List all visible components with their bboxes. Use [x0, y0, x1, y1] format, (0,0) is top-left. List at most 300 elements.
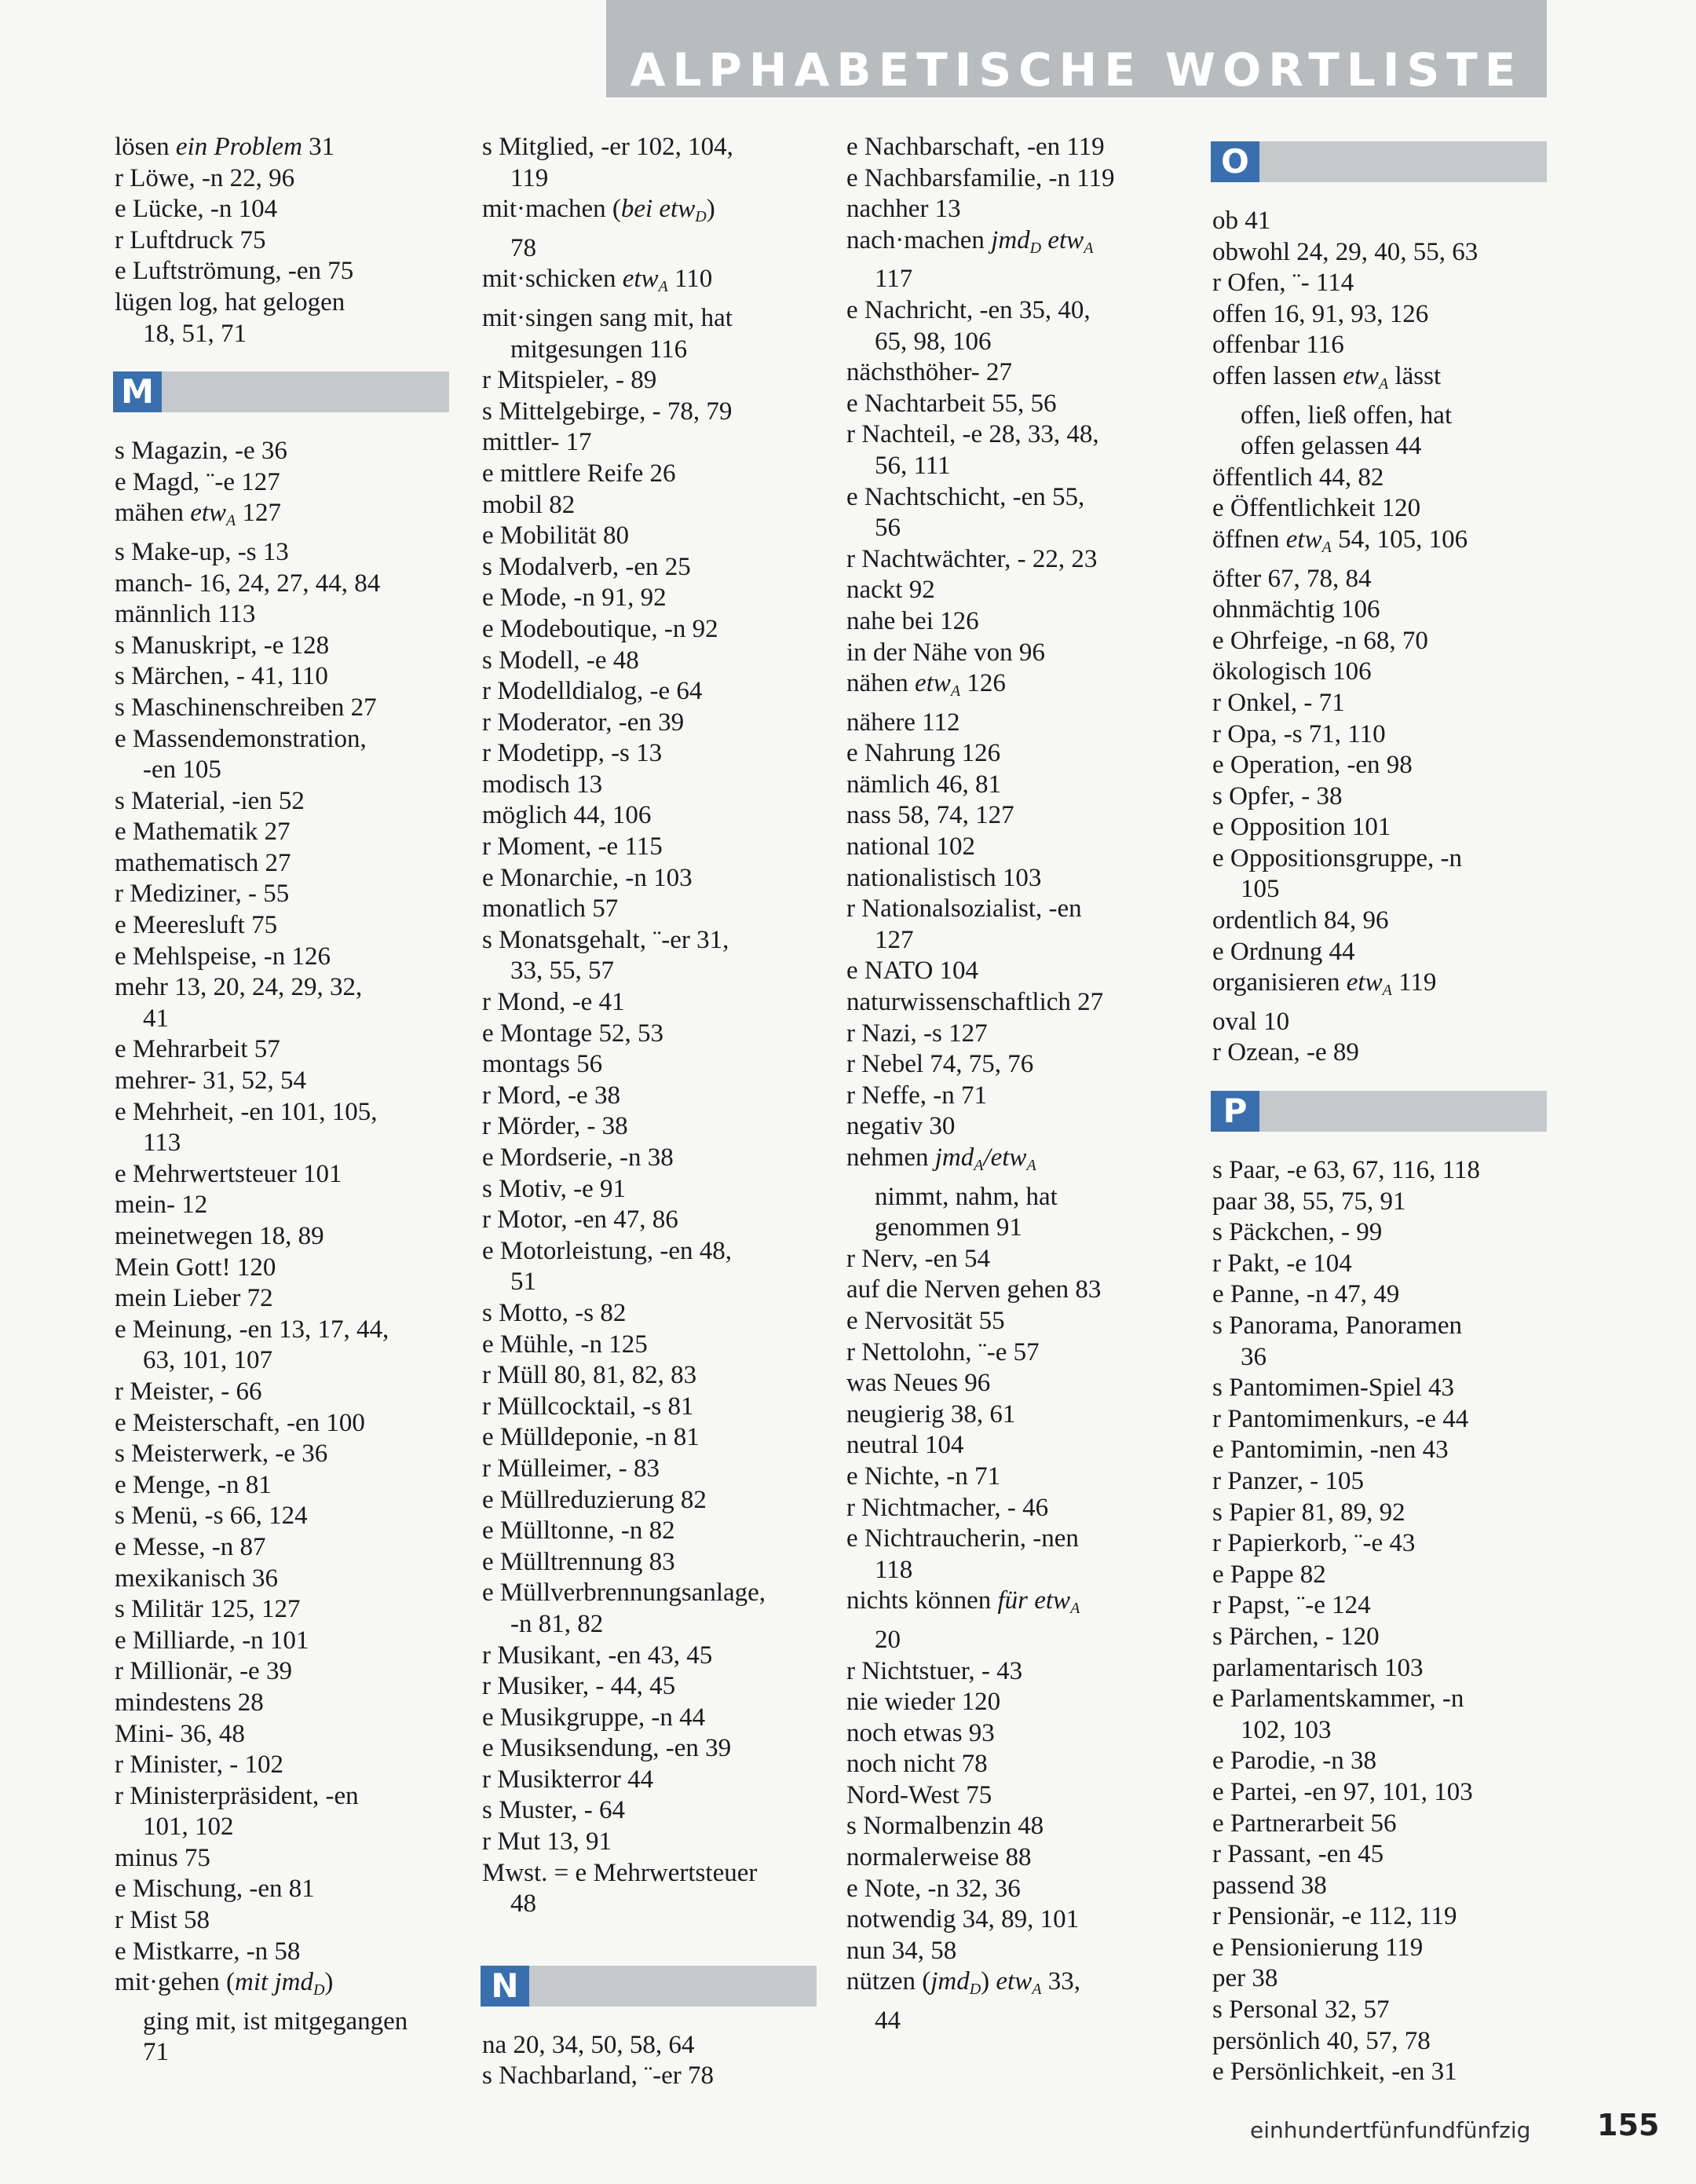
word-entry: [1212, 1466, 1547, 1498]
entry-text: offenbar 116: [1212, 331, 1344, 360]
entry-text: e Meeresluft 75: [115, 911, 278, 940]
word-entry: [846, 194, 1114, 225]
word-entry: [1212, 2057, 1547, 2088]
entry-text: r Nettolohn, ¨-e 57: [846, 1337, 1040, 1366]
entry-text: 118: [875, 1555, 913, 1584]
entry-continuation: [482, 1267, 817, 1298]
word-entry: [115, 498, 449, 537]
word-entry: [482, 1298, 817, 1330]
entry-text: -en 105: [143, 755, 221, 785]
word-entry: [115, 693, 449, 724]
word-entry: [482, 770, 817, 801]
entry-text: mein- 12: [115, 1191, 208, 1220]
word-list-column-4: [1212, 132, 1547, 2088]
entry-text: e Müllverbrennungsanlage,: [482, 1579, 766, 1608]
word-entry: [115, 972, 449, 1004]
entry-text: mitgesungen 116: [510, 335, 688, 364]
entry-text: öffnen: [1212, 525, 1286, 554]
entry-text: minus 75: [115, 1843, 210, 1872]
entry-text: 20: [875, 1625, 901, 1654]
word-entry: [846, 894, 1114, 925]
word-entry: [1212, 812, 1547, 843]
entry-text: 78: [510, 233, 536, 262]
entry-text: e Monarchie, -n 103: [482, 863, 693, 892]
entry-continuation: [115, 2007, 449, 2038]
entry-italic-text: etw: [190, 499, 227, 528]
entry-text: e Öffentlichkeit 120: [1212, 494, 1421, 523]
entry-text: öffentlich 44, 82: [1212, 463, 1384, 492]
entry-text: r Mord, -e 38: [482, 1081, 620, 1110]
section-letter: P: [1211, 1091, 1259, 1132]
word-entry: [1212, 463, 1547, 494]
word-entry: [115, 1564, 449, 1595]
entry-text: nie wieder 120: [846, 1688, 1001, 1717]
word-entry: [482, 490, 817, 521]
word-entry: [1212, 1809, 1547, 1840]
word-entry: [482, 1485, 817, 1516]
entry-text: e Pantomimin, -nen 43: [1212, 1436, 1449, 1465]
word-entry: [1212, 688, 1547, 719]
word-entry: [482, 1733, 817, 1765]
word-entry: [846, 1874, 1114, 1905]
entry-text: e Nachbarsfamilie, -n 119: [846, 163, 1115, 192]
word-entry: [115, 1221, 449, 1253]
word-entry: [115, 724, 449, 755]
entry-text: r Ofen, ¨- 114: [1212, 269, 1354, 298]
entry-italic-text: etw: [622, 265, 659, 294]
word-entry: [482, 738, 817, 770]
word-entry: [482, 1765, 817, 1796]
word-entry: [846, 1811, 1114, 1842]
word-entry: [846, 1904, 1114, 1936]
entry-text: e Musiksendung, -en 39: [482, 1734, 732, 1763]
entry-text: e Mode, -n 91, 92: [482, 583, 667, 613]
word-entry: [846, 708, 1114, 739]
word-entry: [846, 1749, 1114, 1780]
word-entry: [115, 879, 449, 910]
entry-italic-text: mit jmd: [235, 1968, 313, 1997]
word-entry: [846, 575, 1114, 606]
entry-text: s Normalbenzin 48: [846, 1812, 1044, 1841]
entry-text: mindestens 28: [115, 1688, 264, 1717]
entry-text: r Nerv, -en 54: [846, 1244, 990, 1273]
word-entry: [1212, 719, 1547, 751]
entry-text: r Mülleimer, - 83: [482, 1454, 660, 1483]
entry-text: 117: [875, 265, 913, 294]
word-entry: [482, 1858, 817, 1890]
entry-text: r Minister, - 102: [115, 1750, 283, 1780]
word-entry: [115, 1656, 449, 1688]
entry-text: r Meister, - 66: [115, 1377, 262, 1406]
entry-text: s Päckchen, - 99: [1212, 1218, 1383, 1247]
word-entry: [482, 1019, 817, 1050]
word-entry: [1212, 905, 1547, 937]
entry-text: mein Lieber 72: [115, 1284, 273, 1313]
entry-continuation: [846, 1555, 1114, 1586]
word-entry: [846, 738, 1114, 770]
entry-continuation: [482, 335, 817, 366]
entry-text: e Magd, ¨-e 127: [115, 467, 280, 496]
entry-text: negativ 30: [846, 1112, 956, 1141]
entry-text: s Pantomimen-Spiel 43: [1212, 1374, 1454, 1403]
word-entry: [846, 1780, 1114, 1812]
entry-text: 41: [143, 1004, 169, 1033]
entry-text: normalerweise 88: [846, 1843, 1032, 1872]
word-entry: [1212, 1435, 1547, 1466]
entry-text: 44: [875, 2007, 901, 2036]
word-entry: [846, 1687, 1114, 1718]
word-entry: [482, 1795, 817, 1827]
entry-text: e Nachricht, -en 35, 40,: [846, 295, 1091, 324]
entry-text: r Nichtstuer, - 43: [846, 1656, 1023, 1685]
word-entry: [846, 770, 1114, 801]
entry-text: s Militär 125, 127: [115, 1595, 301, 1624]
entry-italic-text: jmd: [930, 1967, 970, 1996]
entry-continuation: [846, 264, 1114, 295]
entry-text: meinetwegen 18, 89: [115, 1222, 324, 1250]
entry-text: e Mobilität 80: [482, 521, 629, 551]
entry-text: r Nationalsozialist, -en: [846, 894, 1082, 924]
word-entry: [846, 1461, 1114, 1493]
entry-text: e Nervosität 55: [846, 1306, 1005, 1335]
entry-text: s Modell, -e 48: [482, 646, 639, 675]
entry-italic-text: etw: [1343, 361, 1380, 390]
entry-text: mexikanisch 36: [115, 1564, 279, 1593]
word-entry: [846, 1430, 1114, 1461]
entry-text: r Mitspieler, - 89: [482, 366, 657, 395]
entry-continuation: [115, 2037, 449, 2069]
word-entry: [482, 365, 817, 397]
entry-text: montags 56: [482, 1050, 603, 1079]
word-entry: [846, 1143, 1114, 1182]
entry-text: e Opposition 101: [1212, 813, 1391, 842]
word-entry: [846, 1244, 1114, 1275]
word-list-column-2: [482, 132, 817, 2092]
word-entry: [115, 1937, 449, 1968]
entry-continuation: [482, 163, 817, 195]
word-entry: [115, 942, 449, 973]
entry-text: nachher 13: [846, 195, 961, 224]
word-entry: [846, 638, 1114, 669]
word-entry: [482, 1703, 817, 1734]
letter-section-bar: [481, 1966, 817, 2007]
entry-text: e Parlamentskammer, -n: [1212, 1685, 1464, 1714]
word-entry: [482, 2061, 817, 2092]
word-entry: [1212, 1528, 1547, 1560]
word-entry: [1212, 1871, 1547, 1902]
entry-text: mit·schicken: [482, 265, 623, 294]
entry-text: r Löwe, -n 22, 96: [115, 163, 295, 192]
entry-text: e Montage 52, 53: [482, 1019, 663, 1048]
word-entry: [846, 1049, 1114, 1081]
word-entry: [115, 1097, 449, 1129]
word-entry: [1212, 361, 1547, 401]
word-entry: [846, 1368, 1114, 1399]
entry-text: e NATO 104: [846, 957, 979, 986]
entry-continuation: [1212, 874, 1547, 905]
entry-text: nichts können: [846, 1586, 998, 1615]
entry-continuation: [846, 1182, 1114, 1213]
entry-text: e Mülltonne, -n 82: [482, 1516, 675, 1546]
entry-text: ): [706, 195, 715, 224]
entry-text: 119: [1391, 968, 1437, 997]
word-entry: [1212, 206, 1547, 237]
word-entry: [846, 1337, 1114, 1369]
word-entry: [846, 832, 1114, 863]
entry-text: e Nichte, -n 71: [846, 1461, 1001, 1491]
entry-text: noch etwas 93: [846, 1718, 995, 1747]
entry-text: ob 41: [1212, 207, 1271, 235]
entry-text: ): [324, 1968, 334, 1997]
word-entry: [482, 132, 817, 163]
entry-text: 56, 111: [875, 451, 951, 480]
section-letter: N: [481, 1966, 529, 2007]
entry-text: e Mathematik 27: [115, 818, 291, 847]
word-entry: [1212, 1777, 1547, 1809]
entry-text: männlich 113: [115, 600, 256, 629]
word-entry: [846, 1111, 1114, 1143]
word-entry: [115, 631, 449, 662]
entry-italic-text: etw: [1346, 968, 1383, 997]
word-entry: [1212, 1622, 1547, 1653]
word-entry: [115, 467, 449, 499]
entry-continuation: [846, 451, 1114, 482]
word-entry: [115, 537, 449, 569]
entry-text: mit·machen (: [482, 195, 621, 224]
letter-section-bar: [113, 371, 449, 412]
entry-text: 105: [1241, 875, 1280, 904]
entry-text: 110: [667, 265, 713, 294]
entry-text: e Modeboutique, -n 92: [482, 614, 718, 643]
word-entry: [115, 1843, 449, 1875]
word-entry: [482, 800, 817, 832]
entry-text: lässt: [1388, 361, 1442, 390]
word-entry: [115, 225, 449, 257]
entry-text: nahe bei 126: [846, 606, 979, 635]
word-entry: [846, 163, 1114, 195]
word-entry: [482, 1641, 817, 1672]
entry-text: s Mittelgebirge, - 78, 79: [482, 397, 733, 426]
word-entry: [846, 1656, 1114, 1688]
entry-text: nähere 112: [846, 708, 960, 737]
entry-text: r Musikant, -en 43, 45: [482, 1641, 713, 1670]
entry-text: r Panzer, - 105: [1212, 1466, 1364, 1495]
entry-text: r Mediziner, - 55: [115, 880, 290, 909]
entry-text: r Motor, -en 47, 86: [482, 1205, 678, 1235]
entry-continuation: [846, 925, 1114, 957]
entry-text: 101, 102: [143, 1813, 234, 1842]
entry-text: s Paar, -e 63, 67, 116, 118: [1212, 1156, 1480, 1185]
word-entry: [482, 1236, 817, 1268]
word-entry: [1212, 781, 1547, 813]
word-entry: [482, 1330, 817, 1361]
entry-text: s Opfer, - 38: [1212, 781, 1343, 810]
word-entry: [482, 1360, 817, 1392]
word-entry: [115, 1626, 449, 1657]
entry-text: 51: [510, 1268, 536, 1297]
entry-text: was Neues 96: [846, 1369, 991, 1398]
entry-text: r Nebel 74, 75, 76: [846, 1050, 1034, 1079]
entry-text: e Ordnung 44: [1212, 937, 1355, 966]
entry-text: r Mörder, - 38: [482, 1112, 628, 1141]
case-subscript: A: [1026, 1157, 1036, 1174]
word-entry: [1212, 1279, 1547, 1311]
word-entry: [846, 295, 1114, 327]
word-entry: [846, 800, 1114, 832]
entry-text: 33, 55, 57: [510, 957, 614, 986]
page-title: ALPHABETISCHE WORTLISTE: [630, 43, 1523, 97]
word-entry: [846, 1399, 1114, 1431]
entry-text: r Müllcocktail, -s 81: [482, 1392, 694, 1421]
entry-text: s Motto, -s 82: [482, 1298, 627, 1327]
entry-italic-text: jmd: [991, 225, 1030, 254]
word-entry: [115, 1190, 449, 1221]
entry-continuation: [115, 319, 449, 350]
entry-text: r Pensionär, -e 112, 119: [1212, 1902, 1457, 1931]
word-entry: [115, 436, 449, 467]
entry-text: 31: [302, 133, 335, 161]
page-number: 155: [1597, 2108, 1660, 2142]
word-entry: [482, 1174, 817, 1205]
case-subscript: D: [969, 1981, 981, 1999]
entry-text: r Nachtwächter, - 22, 23: [846, 544, 1098, 573]
word-entry: [482, 2030, 817, 2061]
entry-continuation: [115, 1812, 449, 1843]
word-entry: [482, 459, 817, 490]
case-subscript: A: [950, 682, 961, 701]
entry-text: 126: [960, 669, 1006, 698]
entry-text: r Moment, -e 115: [482, 832, 663, 862]
entry-continuation: [846, 1213, 1114, 1244]
case-subscript: D: [695, 208, 707, 226]
entry-continuation: [1212, 1342, 1547, 1374]
entry-text: e Luftströmung, -en 75: [115, 257, 354, 286]
entry-text: e Mehlspeise, -n 126: [115, 942, 331, 971]
word-entry: [482, 708, 817, 739]
entry-italic-text: etw: [1041, 225, 1084, 254]
entry-text: e Messe, -n 87: [115, 1532, 266, 1561]
word-entry: [846, 482, 1114, 514]
word-entry: [115, 1066, 449, 1097]
entry-text: 102, 103: [1241, 1715, 1332, 1744]
entry-continuation: [1212, 401, 1547, 432]
entry-text: r Moderator, -en 39: [482, 708, 685, 737]
entry-text: 48: [510, 1890, 536, 1919]
word-entry: [115, 1781, 449, 1813]
word-entry: [1212, 493, 1547, 525]
entry-text: 63, 101, 107: [143, 1346, 272, 1375]
entry-continuation: [846, 513, 1114, 544]
word-entry: [115, 163, 449, 195]
word-entry: [1212, 1653, 1547, 1685]
entry-text: noch nicht 78: [846, 1750, 988, 1779]
entry-text: e Mülltrennung 83: [482, 1547, 675, 1576]
word-entry: [115, 194, 449, 225]
word-entry: [1212, 626, 1547, 657]
entry-text: national 102: [846, 832, 976, 862]
entry-text: lösen: [115, 133, 176, 161]
entry-text: 18, 51, 71: [143, 319, 247, 348]
word-entry: [482, 1205, 817, 1236]
entry-text: e Panne, -n 47, 49: [1212, 1280, 1400, 1309]
word-entry: [1212, 237, 1547, 269]
word-entry: [1212, 1901, 1547, 1933]
entry-text: monatlich 57: [482, 894, 619, 924]
word-entry: [482, 583, 817, 614]
entry-text: nämlich 46, 81: [846, 770, 1002, 799]
entry-text: r Opa, -s 71, 110: [1212, 719, 1386, 748]
entry-text: e Mühle, -n 125: [482, 1330, 648, 1359]
entry-text: e Note, -n 32, 36: [846, 1874, 1021, 1903]
entry-italic-text: /etw: [983, 1143, 1027, 1172]
word-entry: [482, 832, 817, 863]
entry-text: e Pappe 82: [1212, 1560, 1326, 1589]
entry-text: r Mut 13, 91: [482, 1827, 612, 1857]
word-entry: [846, 956, 1114, 987]
word-entry: [115, 1315, 449, 1346]
entry-italic-text: etw: [1285, 525, 1322, 554]
entry-italic-text: ein Problem: [175, 133, 302, 161]
word-entry: [482, 397, 817, 428]
entry-text: r Modelldialog, -e 64: [482, 677, 703, 706]
word-entry: [1212, 1155, 1547, 1187]
entry-text: 33,: [1041, 1967, 1080, 1996]
entry-text: -n 81, 82: [510, 1609, 604, 1638]
case-subscript: D: [1029, 239, 1042, 257]
entry-italic-text: jmd: [934, 1143, 974, 1172]
entry-text: 65, 98, 106: [875, 327, 992, 356]
entry-text: parlamentarisch 103: [1212, 1653, 1424, 1682]
word-entry: [846, 1019, 1114, 1050]
word-entry: [846, 987, 1114, 1019]
word-entry: [846, 1306, 1114, 1337]
word-entry: [1212, 1839, 1547, 1871]
word-entry: [482, 676, 817, 708]
entry-text: r Pakt, -e 104: [1212, 1249, 1352, 1278]
entry-text: 127: [875, 925, 914, 954]
word-entry: [115, 1408, 449, 1440]
entry-text: r Passant, -en 45: [1212, 1840, 1384, 1869]
entry-continuation: [482, 956, 817, 987]
case-subscript: A: [1084, 239, 1094, 257]
word-entry: [1212, 1217, 1547, 1249]
entry-text: r Ozean, -e 89: [1212, 1038, 1359, 1067]
entry-text: ökologisch 106: [1212, 657, 1372, 686]
word-entry: [1212, 268, 1547, 299]
word-entry: [482, 863, 817, 894]
word-entry: [1212, 564, 1547, 595]
word-entry: [115, 1905, 449, 1937]
entry-text: mathematisch 27: [115, 848, 291, 877]
entry-text: mobil 82: [482, 490, 576, 519]
word-entry: [1212, 1933, 1547, 1964]
entry-text: r Musikterror 44: [482, 1765, 654, 1794]
entry-text: nach·machen: [846, 225, 992, 254]
entry-italic-text: etw: [915, 669, 951, 698]
word-entry: [115, 1874, 449, 1905]
entry-text: s Monatsgehalt, ¨-er 31,: [482, 925, 729, 954]
word-entry: [846, 1936, 1114, 1967]
word-entry: [115, 661, 449, 693]
word-entry: [115, 1967, 449, 2007]
word-entry: [1212, 968, 1547, 1007]
word-entry: [846, 1966, 1114, 2006]
entry-continuation: [482, 233, 817, 265]
entry-text: mit·singen sang mit, hat: [482, 303, 733, 332]
entry-text: 56: [875, 514, 901, 543]
word-entry: [115, 1283, 449, 1315]
entry-continuation: [482, 1889, 817, 1920]
